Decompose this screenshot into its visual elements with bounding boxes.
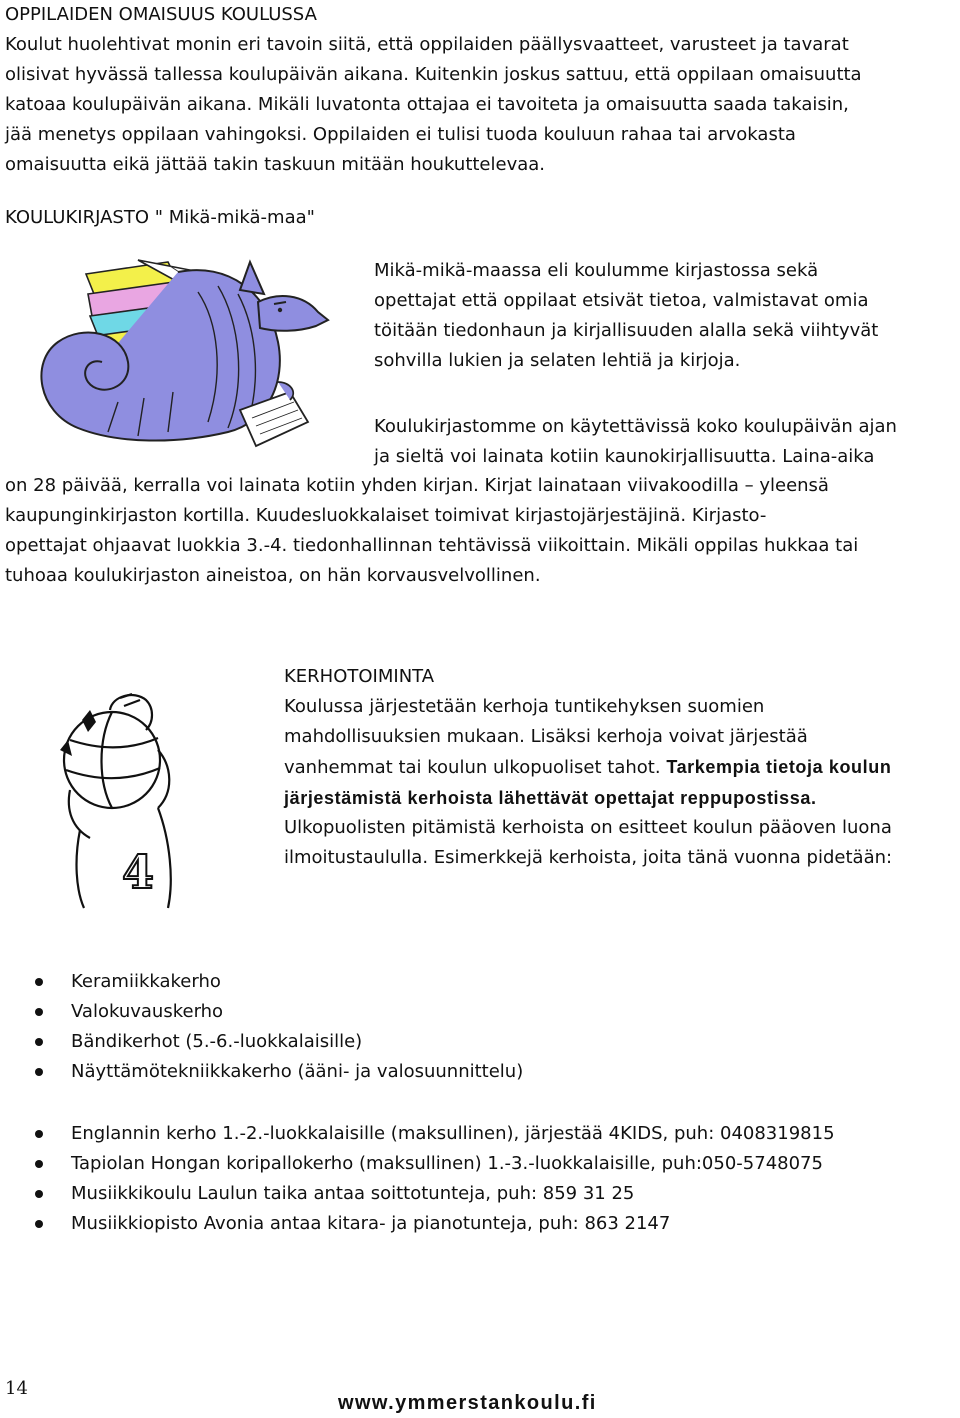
paragraph-line: Mikä-mikä-maassa eli koulumme kirjastossa sekä	[374, 260, 819, 281]
emphasis-text: Tarkempia tietoja koulun	[666, 757, 892, 777]
paragraph-line: on 28 päivää, kerralla voi lainata kotiin yhden kirjan. Kirjat lainataan viivakoodilla – yleensä	[5, 475, 829, 496]
clubs-section	[284, 662, 892, 873]
paragraph-line: sohvilla lukien ja selaten lehtiä ja kirjoja.	[374, 350, 741, 371]
list-item: Musiikkiopisto Avonia antaa kitara- ja pianotunteja, puh: 863 2147	[0, 1209, 835, 1239]
section-heading-library: KOULUKIRJASTO " Mikä-mikä-maa"	[5, 207, 315, 228]
clubs-list-internal	[0, 967, 523, 1087]
paragraph-line: Koulukirjastomme on käytettävissä koko koulupäivän ajan	[374, 416, 897, 437]
emphasis-line: järjestämistä kerhoista lähettävät opettajat reppupostissa.	[284, 788, 817, 808]
paragraph-line: ja sieltä voi lainata kotiin kaunokirjallisuutta. Laina-aika	[374, 446, 875, 467]
paragraph-text: vanhemmat tai koulun ulkopuoliset tahot.	[284, 757, 667, 778]
paragraph-line: Koulut huolehtivat monin eri tavoin siitä, että oppilaiden päällysvaatteet, varusteet ja tavarat	[5, 34, 849, 55]
basketball-player-illustration	[50, 690, 200, 910]
section-heading-property: OPPILAIDEN OMAISUUS KOULUSSA	[5, 4, 317, 25]
bullet-icon	[35, 1068, 43, 1076]
paragraph-line	[284, 752, 892, 783]
paragraph-line	[374, 376, 897, 412]
list-item: Näyttämötekniikkakerho (ääni- ja valosuunnittelu)	[0, 1057, 523, 1087]
list-item: Bändikerhot (5.-6.-luokkalaisille)	[0, 1027, 523, 1057]
paragraph-line: omaisuutta eikä jättää takin taskuun mitään houkuttelevaa.	[5, 154, 546, 175]
paragraph-line: mahdollisuuksien mukaan. Lisäksi kerhoja voivat järjestää	[284, 726, 808, 747]
bullet-icon	[35, 978, 43, 986]
paragraph-line: tuhoaa koulukirjaston aineistoa, on hän korvausvelvollinen.	[5, 565, 541, 586]
section-heading-clubs: KERHOTOIMINTA	[284, 666, 435, 687]
bullet-icon	[35, 1130, 43, 1138]
library-paragraph-continued	[5, 471, 858, 591]
paragraph-line: ilmoitustaululla. Esimerkkejä kerhoista, joita tänä vuonna pidetään:	[284, 847, 893, 868]
paragraph-line: olisivat hyvässä tallessa koulupäivän aikana. Kuitenkin joskus sattuu, että oppilaan omaisuutta	[5, 64, 862, 85]
bullet-icon	[35, 1038, 43, 1046]
bullet-icon	[35, 1220, 43, 1228]
library-paragraph	[374, 256, 897, 472]
paragraph-line: jää menetys oppilaan vahingoksi. Oppilaiden ei tulisi tuoda kouluun rahaa tai arvokasta	[5, 124, 796, 145]
paragraph-line: opettajat ohjaavat luokkia 3.-4. tiedonhallinnan tehtävissä viikoittain. Mikäli oppilas hukkaa tai	[5, 535, 859, 556]
armadillo-reading-books-illustration	[28, 232, 350, 458]
footer-website-link[interactable]: www.ymmerstankoulu.fi	[338, 1392, 597, 1414]
page-number: 14	[5, 1378, 28, 1399]
paragraph-line: Koulussa järjestetään kerhoja tuntikehyksen suomien	[284, 696, 765, 717]
list-item: Englannin kerho 1.-2.-luokkalaisille (maksullinen), järjestää 4KIDS, puh: 0408319815	[0, 1119, 835, 1149]
paragraph-line: töitään tiedonhaun ja kirjallisuuden alalla sekä viihtyvät	[374, 320, 879, 341]
paragraph-line: kaupunginkirjaston kortilla. Kuudesluokkalaiset toimivat kirjastojärjestäjinä. Kirjasto-	[5, 505, 767, 526]
bullet-icon	[35, 1160, 43, 1168]
list-item: Tapiolan Hongan koripallokerho (maksullinen) 1.-3.-luokkalaisille, puh:050-5748075	[0, 1149, 835, 1179]
clubs-list-external	[0, 1119, 835, 1239]
jersey-number: 4	[122, 845, 155, 899]
paragraph-line: katoaa koulupäivän aikana. Mikäli luvatonta ottajaa ei tavoiteta ja omaisuutta saada takaisin,	[5, 94, 849, 115]
bullet-icon	[35, 1008, 43, 1016]
bullet-icon	[35, 1190, 43, 1198]
list-item: Musiikkikoulu Laulun taika antaa soittotunteja, puh: 859 31 25	[0, 1179, 835, 1209]
paragraph-line: opettajat että oppilaat etsivät tietoa, valmistavat omia	[374, 290, 869, 311]
section-property-body	[5, 30, 955, 180]
list-item: Keramiikkakerho	[0, 967, 523, 997]
list-item: Valokuvauskerho	[0, 997, 523, 1027]
paragraph-line: Ulkopuolisten pitämistä kerhoista on esitteet koulun pääoven luona	[284, 817, 892, 838]
